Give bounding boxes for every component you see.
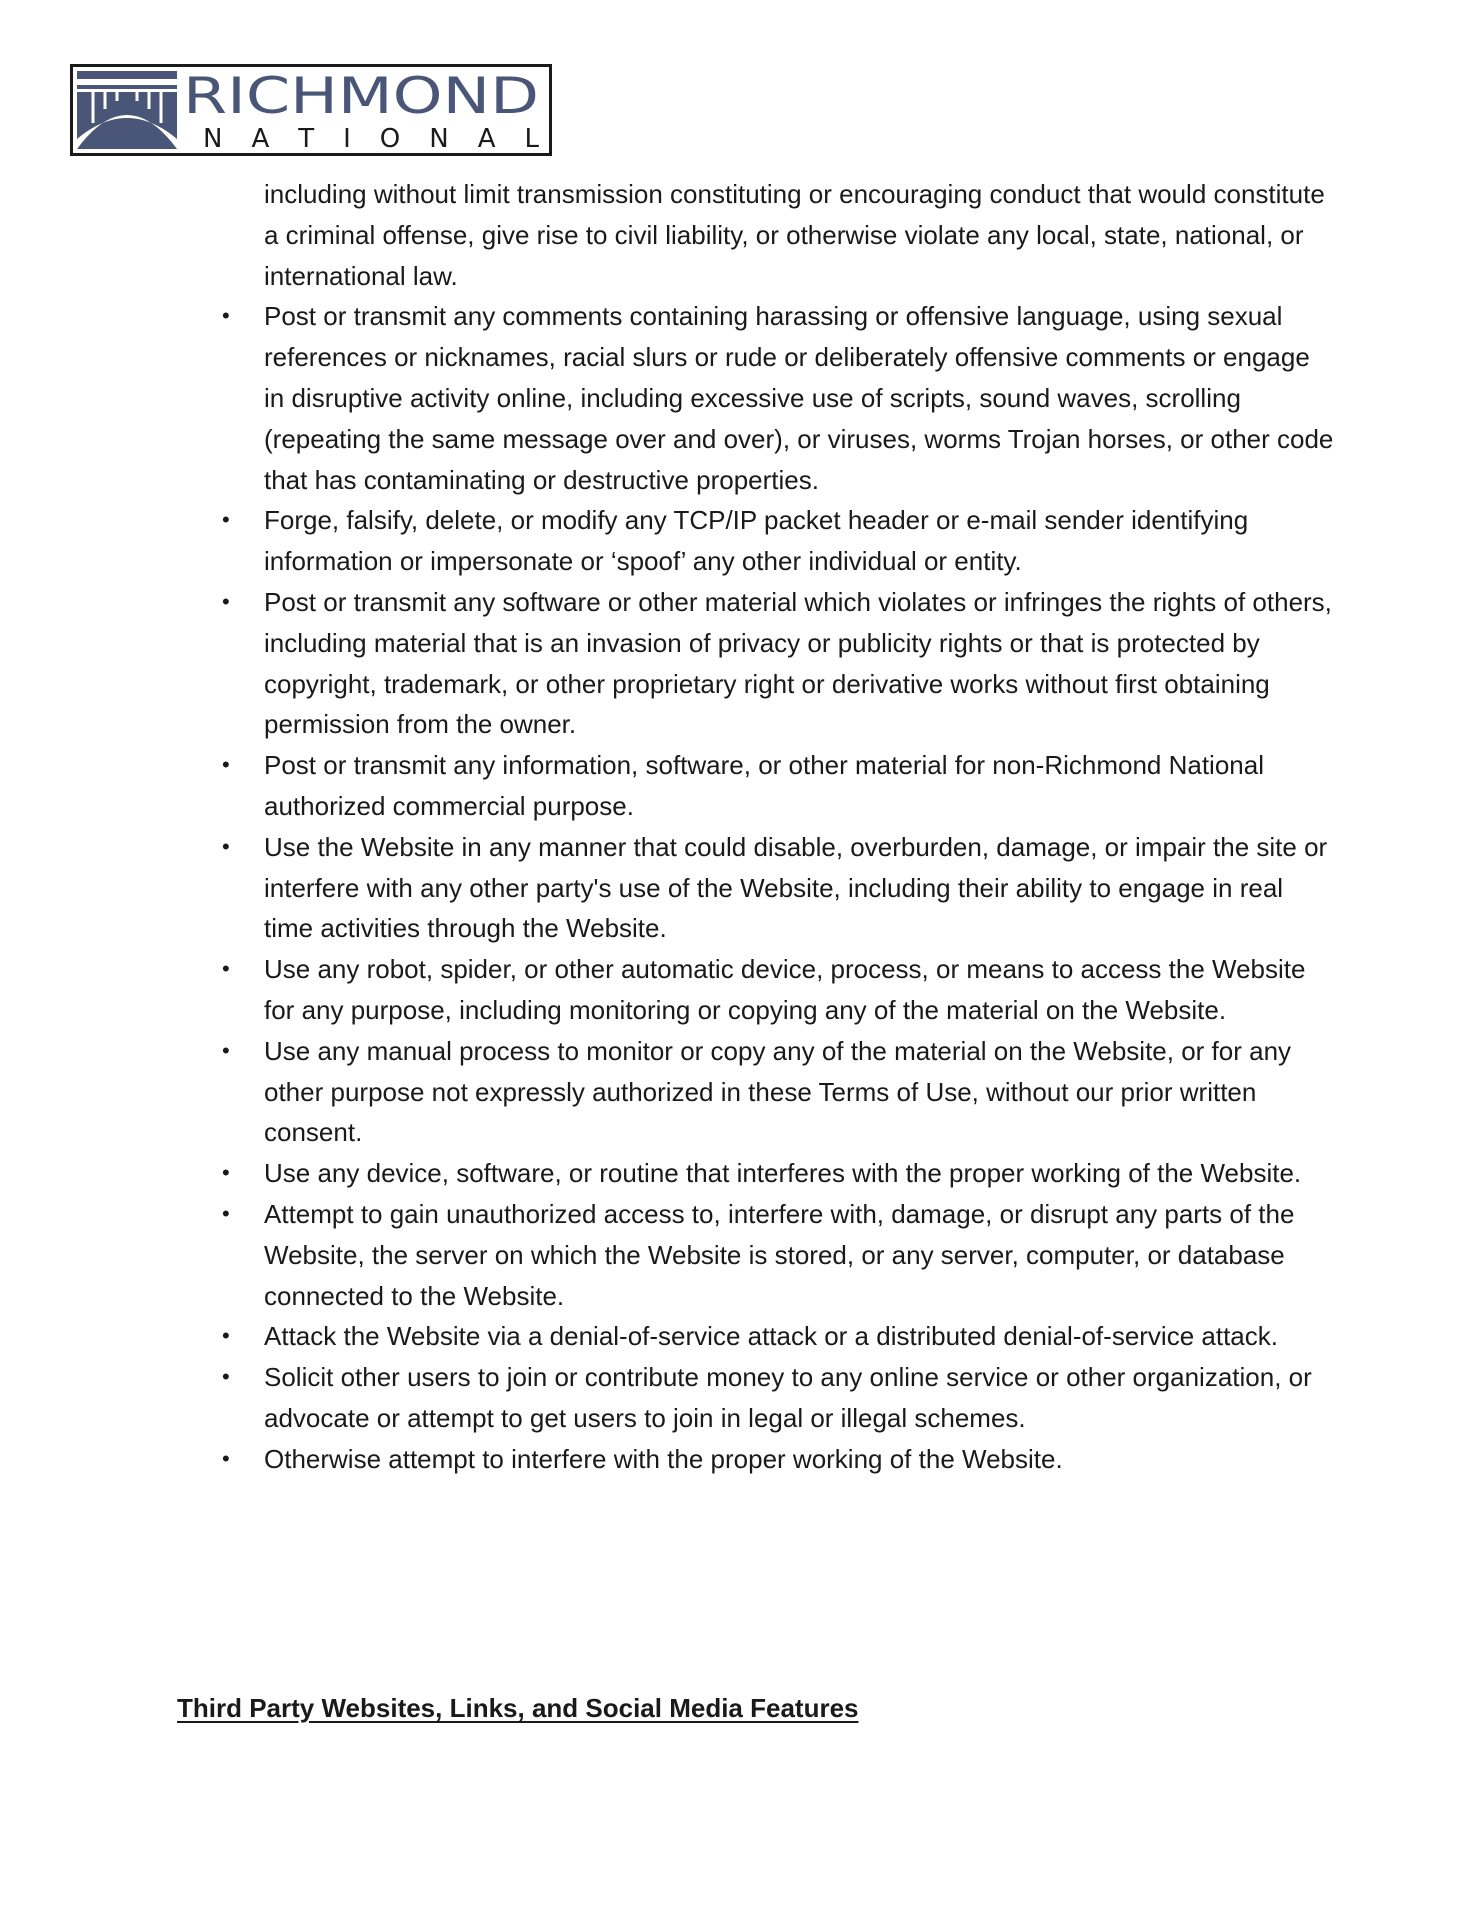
list-item bbox=[216, 1357, 1334, 1439]
terms-body bbox=[216, 174, 1334, 1480]
list-item-text: Post or transmit any software or other material which violates or infringes the rights of others, including material that is an invasion of privacy or publicity rights or that is protected by copyright, trademark, or other proprietary right or derivative works without first obtaining permission from the owner. bbox=[264, 586, 1332, 740]
list-item bbox=[216, 500, 1334, 582]
list-item-text: Use any robot, spider, or other automatic device, process, or means to access the Website for any purpose, including monitoring or copying any of the material on the Website. bbox=[264, 954, 1306, 1025]
list-item bbox=[216, 296, 1334, 500]
bullet-marker: • bbox=[222, 752, 230, 778]
list-item bbox=[216, 1439, 1334, 1480]
list-item bbox=[216, 827, 1334, 949]
bullet-marker: • bbox=[222, 1200, 230, 1226]
list-item-text: Use any device, software, or routine that interferes with the proper working of the Website. bbox=[264, 1158, 1302, 1189]
list-item bbox=[216, 949, 1334, 1031]
list-item bbox=[216, 1316, 1334, 1357]
list-item bbox=[216, 1153, 1334, 1194]
bullet-marker: • bbox=[222, 1037, 230, 1063]
logo-wordmark: RICHMOND bbox=[183, 67, 539, 125]
list-item-text: Post or transmit any information, software, or other material for non-Richmond National authorized commercial purpose. bbox=[264, 750, 1264, 821]
prohibited-uses-list bbox=[216, 296, 1334, 1479]
list-item-text: Forge, falsify, delete, or modify any TCP/IP packet header or e-mail sender identifying information or impersonate or ‘spoof’ any other individual or entity. bbox=[264, 505, 1249, 577]
continuation-paragraph: including without limit transmission constituting or encouraging conduct that would constitute a criminal offense, give rise to civil liability, or otherwise violate any local, state, national, or international law. bbox=[264, 179, 1325, 291]
list-item-text: Attack the Website via a denial-of-service attack or a distributed denial-of-service attack. bbox=[264, 1321, 1278, 1352]
bridge-icon bbox=[77, 71, 177, 149]
company-logo bbox=[70, 64, 552, 156]
list-item bbox=[216, 582, 1334, 745]
bullet-marker: • bbox=[222, 956, 230, 982]
bullet-marker: • bbox=[222, 588, 230, 614]
list-item-text: Post or transmit any comments containing harassing or offensive language, using sexual references or nicknames, racial slurs or rude or deliberately offensive comments or engage in disruptive activity online, including excessive use of scripts, sound waves, scrolling (repeating the same message over and over), or viruses, worms Trojan horses, or other code that has contaminating or destructive properties. bbox=[264, 301, 1334, 495]
bullet-marker: • bbox=[222, 507, 230, 533]
list-item-text: Attempt to gain unauthorized access to, interfere with, damage, or disrupt any parts of the Website, the server on which the Website is stored, or any server, computer, or database connected to the Website. bbox=[264, 1198, 1295, 1311]
bullet-marker: • bbox=[222, 1445, 230, 1471]
bullet-marker: • bbox=[222, 1160, 230, 1186]
bullet-marker: • bbox=[222, 833, 230, 859]
list-item bbox=[216, 1194, 1334, 1316]
bullet-marker: • bbox=[222, 303, 230, 329]
bullet-marker: • bbox=[222, 1323, 230, 1349]
section-heading: Third Party Websites, Links, and Social Media Features bbox=[177, 1693, 859, 1723]
list-item-text: Otherwise attempt to interfere with the proper working of the Website. bbox=[264, 1443, 1063, 1474]
bullet-marker: • bbox=[222, 1364, 230, 1390]
logo-subtitle: N A T I O N A L bbox=[203, 124, 539, 153]
list-item bbox=[216, 1031, 1334, 1153]
list-item-text: Use the Website in any manner that could disable, overburden, damage, or impair the site or interfere with any other party's use of the Website, including their ability to engage in real time activities through the Website. bbox=[264, 831, 1328, 944]
list-item-text: Use any manual process to monitor or copy any of the material on the Website, or for any other purpose not expressly authorized in these Terms of Use, without our prior written consent. bbox=[264, 1035, 1292, 1148]
list-item bbox=[216, 745, 1334, 827]
list-item-text: Solicit other users to join or contribute money to any online service or other organization, or advocate or attempt to get users to join in legal or illegal schemes. bbox=[264, 1362, 1312, 1433]
